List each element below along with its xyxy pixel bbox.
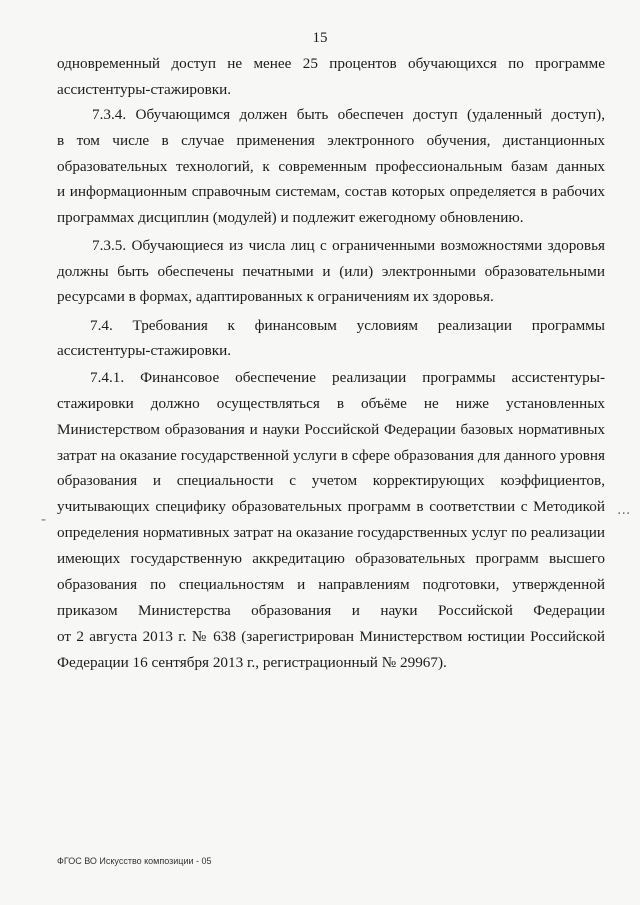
text-line: приказом Министерства образования и науки Российской Федерации [57, 602, 605, 619]
section-heading-line: 7.4. Требования к финансовым условиям реализации программы [90, 317, 605, 334]
text-line: ассистентуры-стажировки. [57, 81, 232, 98]
text-line: и информационным справочным системам, состав которых определяется в рабочих [57, 183, 605, 200]
text-line: Министерством образования и науки Российской Федерации базовых нормативных [57, 421, 605, 438]
page-number: 15 [312, 30, 328, 46]
scan-artifact: - [41, 512, 47, 528]
scan-artifact: ... [617, 502, 631, 518]
document-footer: ФГОС ВО Искусство композиции - 05 [57, 856, 212, 866]
text-line: стажировки должно осуществляться в объёме не ниже установленных [57, 395, 605, 412]
text-line: имеющих государственную аккредитацию образовательных программ высшего [57, 550, 605, 567]
text-line: образования и специальности с учетом корректирующих коэффициентов, [57, 472, 605, 489]
text-line: образования по специальностям и направлениям подготовки, утвержденной [57, 576, 605, 593]
text-line: программах дисциплин (модулей) и подлежит ежегодному обновлению. [57, 209, 524, 226]
text-line: определения нормативных затрат на оказание государственных услуг по реализации [57, 524, 605, 541]
text-line: Федерации 16 сентября 2013 г., регистрационный № 29967). [57, 654, 447, 671]
text-line: 7.3.5. Обучающиеся из числа лиц с ограниченными возможностями здоровья [92, 237, 605, 254]
text-line: затрат на оказание государственной услуги в сфере образования для данного уровня [57, 447, 605, 464]
text-line: образовательных технологий, к современным профессиональным базам данных [57, 158, 605, 175]
text-line: ресурсами в формах, адаптированных к ограничениям их здоровья. [57, 288, 494, 305]
text-line: от 2 августа 2013 г. № 638 (зарегистрирован Министерством юстиции Российской [57, 628, 605, 645]
text-line: учитывающих специфику образовательных программ в соответствии с Методикой [57, 498, 605, 515]
text-line: 7.3.4. Обучающимся должен быть обеспечен доступ (удаленный доступ), [92, 106, 605, 123]
text-line: 7.4.1. Финансовое обеспечение реализации программы ассистентуры- [90, 369, 605, 386]
text-line: в том числе в случае применения электронного обучения, дистанционных [57, 132, 605, 149]
section-heading-line: ассистентуры-стажировки. [57, 342, 232, 359]
text-line: одновременный доступ не менее 25 процентов обучающихся по программе [57, 55, 605, 72]
text-line: должны быть обеспечены печатными и (или) электронными образовательными [57, 263, 605, 280]
